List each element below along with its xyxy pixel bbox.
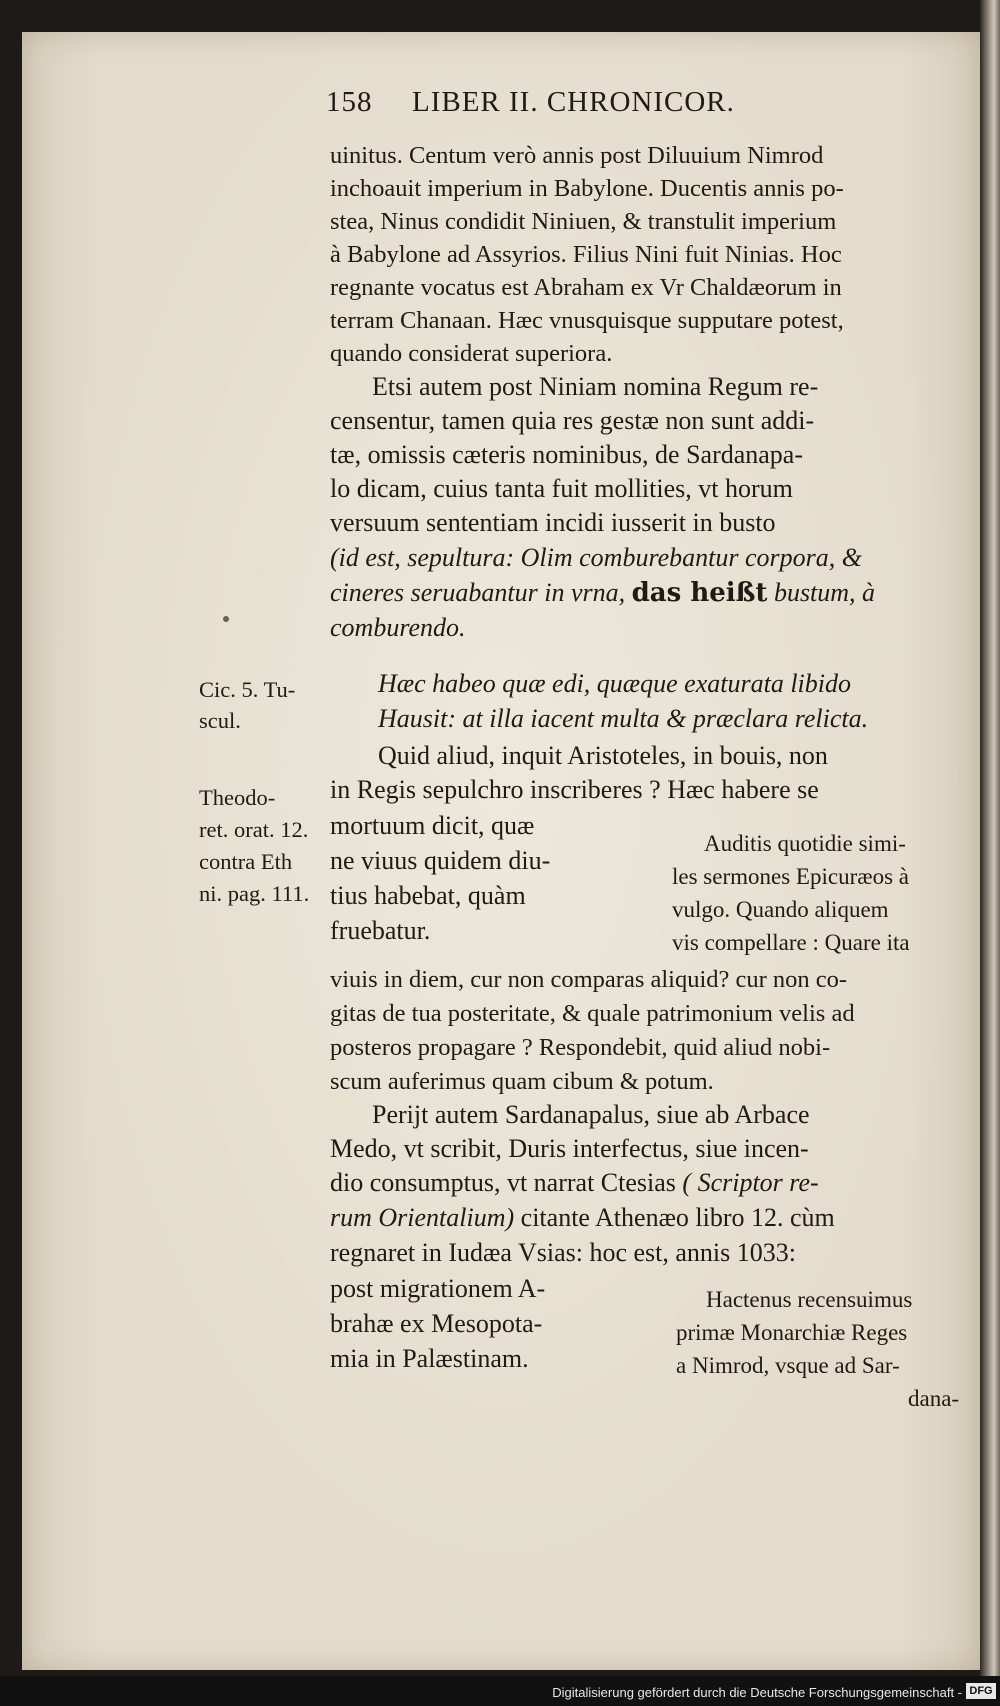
text-line: tæ, omissis cæteris nominibus, de Sardanapa- <box>330 440 804 469</box>
text-line: regnante vocatus est Abraham ex Vr Chaldæorum in <box>330 274 842 301</box>
margin-note: Theodo- <box>199 785 276 810</box>
text-line: uinitus. Centum verò annis post Diluuium Nimrod <box>330 142 824 169</box>
text-line: dio consumptus, vt narrat Ctesias ( Scriptor re- <box>330 1168 819 1197</box>
margin-note: contra Eth <box>199 849 293 874</box>
inset-line: primæ Monarchiæ Reges <box>676 1320 908 1345</box>
text-line: Etsi autem post Niniam nomina Regum re- <box>372 372 819 401</box>
text-line: ne viuus quidem diu- <box>330 846 551 875</box>
dfg-logo-icon: DFG <box>966 1683 996 1699</box>
margin-note: scul. <box>199 708 241 733</box>
text-line: gitas de tua posteritate, & quale patrimonium velis ad <box>330 1000 855 1027</box>
page-edge <box>980 0 1000 1706</box>
text-line: inchoauit imperium in Babylone. Ducentis annis po- <box>330 175 844 202</box>
text-line: versuum sententiam incidi iusserit in busto <box>330 508 776 537</box>
margin-note: ni. pag. 111. <box>199 881 310 906</box>
gloss-line: (id est, sepultura: Olim comburebantur corpora, & <box>330 543 862 572</box>
inset-line: a Nimrod, vsque ad Sar- <box>676 1353 900 1378</box>
verse-line: Hæc habeo quæ edi, quæque exaturata libido <box>378 669 852 698</box>
footer-credit: Digitalisierung gefördert durch die Deutsche Forschungsgemeinschaft - <box>552 1685 962 1700</box>
gloss-text: bustum, à <box>767 578 876 607</box>
inset-line: dana- <box>908 1386 960 1411</box>
text-line: post migrationem A- <box>330 1274 546 1303</box>
text-line: terram Chanaan. Hæc vnusquisque supputare potest, <box>330 307 844 334</box>
gloss-text: cineres seruabantur in vrna, <box>330 578 632 607</box>
margin-note: ret. orat. 12. <box>199 817 309 842</box>
text-line: fruebatur. <box>330 916 431 945</box>
text-line: Medo, vt scribit, Duris interfectus, siue incen- <box>330 1134 809 1163</box>
text-line: Perijt autem Sardanapalus, siue ab Arbace <box>372 1100 810 1129</box>
inset-line: Hactenus recensuimus <box>706 1287 913 1312</box>
text-line: rum Orientalium) citante Athenæo libro 12. cùm <box>330 1203 835 1232</box>
verse-line: Hausit: at illa iacent multa & præclara relicta. <box>378 704 869 733</box>
ink-spot <box>223 616 229 622</box>
gloss-line: comburendo. <box>330 613 466 642</box>
italic-span: ( Scriptor re- <box>682 1168 819 1197</box>
running-header <box>326 86 886 119</box>
text-line: censentur, tamen quia res gestæ non sunt addi- <box>330 406 815 435</box>
blackletter-text: das heißt <box>631 578 768 608</box>
inset-line: vulgo. Quando aliquem <box>672 897 889 922</box>
text-line: in Regis sepulchro inscriberes ? Hæc habere se <box>330 775 819 804</box>
text-line: à Babylone ad Assyrios. Filius Nini fuit Ninias. Hoc <box>330 241 842 268</box>
text-line: tius habebat, quàm <box>330 881 526 910</box>
inset-line: Auditis quotidie simi- <box>704 831 906 856</box>
running-title: LIBER II. CHRONICOR. <box>412 86 735 118</box>
text-line: viuis in diem, cur non comparas aliquid? cur non co- <box>330 966 848 993</box>
inset-line: les sermones Epicuræos à <box>672 864 909 889</box>
text-line: mia in Palæstinam. <box>330 1344 529 1373</box>
text-line: posteros propagare ? Respondebit, quid aliud nobi- <box>330 1034 831 1061</box>
italic-span: rum Orientalium) <box>330 1203 515 1232</box>
text-line: stea, Ninus condidit Niniuen, & transtulit imperium <box>330 208 837 235</box>
gloss-line <box>330 578 875 608</box>
text-line: brahæ ex Mesopota- <box>330 1309 543 1338</box>
text-line: mortuum dicit, quæ <box>330 811 535 840</box>
margin-note: Cic. 5. Tu- <box>199 677 296 702</box>
text-line: lo dicam, cuius tanta fuit mollities, vt horum <box>330 474 793 503</box>
text-line: scum auferimus quam cibum & potum. <box>330 1068 714 1095</box>
page-number: 158 <box>326 86 373 118</box>
inset-line: vis compellare : Quare ita <box>672 930 910 955</box>
digitization-footer <box>0 1676 1000 1706</box>
text-line: quando considerat superiora. <box>330 340 613 367</box>
text-line: Quid aliud, inquit Aristoteles, in bouis, non <box>378 741 828 770</box>
text-line: regnaret in Iudæa Vsias: hoc est, annis 1033: <box>330 1238 796 1267</box>
